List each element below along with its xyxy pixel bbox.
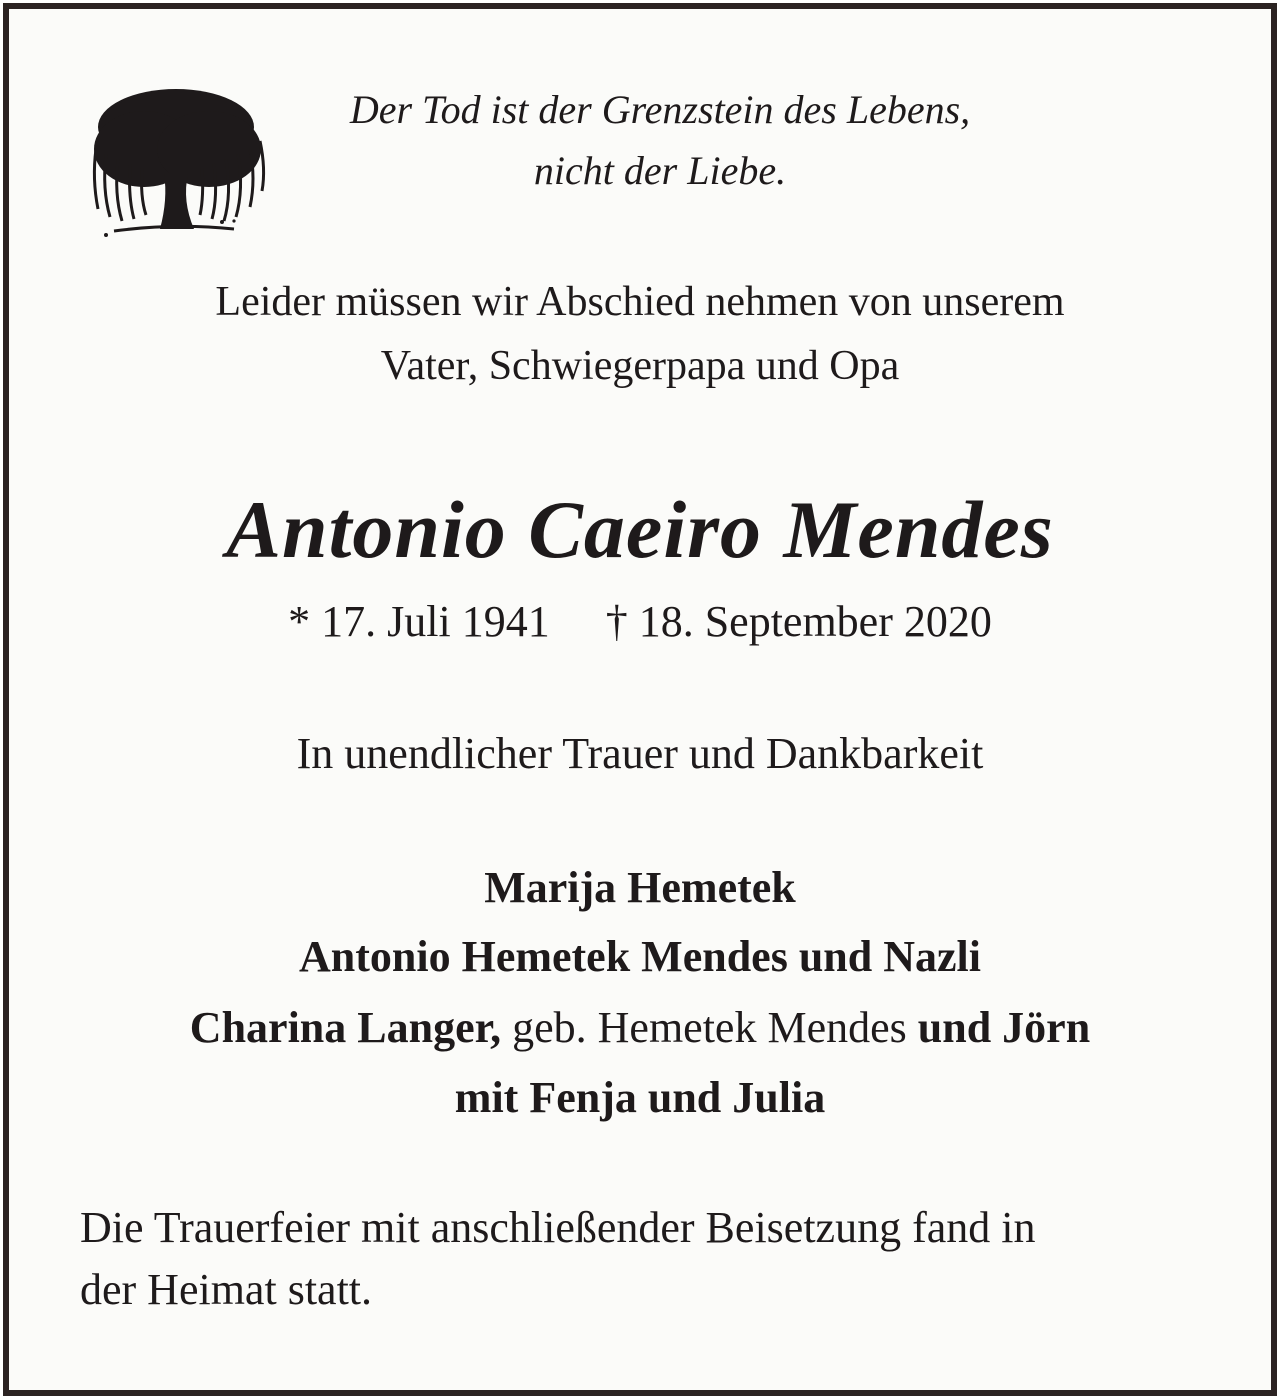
birth-date: * 17. Juli 1941 — [288, 597, 550, 646]
mourner-name-charina: Charina Langer, — [189, 1003, 502, 1052]
mourner-line-2: Antonio Hemetek Mendes und Nazli — [299, 932, 981, 981]
sorrow-line: In unendlicher Trauer und Dankbarkeit — [296, 729, 984, 778]
intro-line-1: Leider müssen wir Abschied nehmen von unserem — [215, 279, 1065, 325]
deceased-name: Antonio Caeiro Mendes — [226, 484, 1054, 575]
notice-line-2: der Heimat statt. — [80, 1265, 373, 1314]
obituary-frame — [3, 3, 1277, 1396]
motto-line-1: Der Tod ist der Grenzstein des Lebens, — [349, 87, 971, 132]
mourner-name-joern: und Jörn — [917, 1003, 1091, 1052]
death-date: † 18. September 2020 — [605, 597, 992, 646]
mourner-maiden-name: geb. Hemetek Mendes — [501, 1003, 918, 1052]
mourner-line-3 — [0, 1000, 1280, 1056]
motto-line-2: nicht der Liebe. — [533, 148, 787, 193]
weeping-willow-icon — [84, 79, 269, 244]
mourner-line-1: Marija Hemetek — [484, 863, 796, 912]
mourner-line-4: mit Fenja und Julia — [454, 1073, 826, 1122]
life-dates — [0, 594, 1280, 650]
notice-line-1: Die Trauerfeier mit anschließender Beisetzung fand in — [80, 1203, 1036, 1252]
intro-line-2: Vater, Schwiegerpapa und Opa — [380, 343, 900, 389]
